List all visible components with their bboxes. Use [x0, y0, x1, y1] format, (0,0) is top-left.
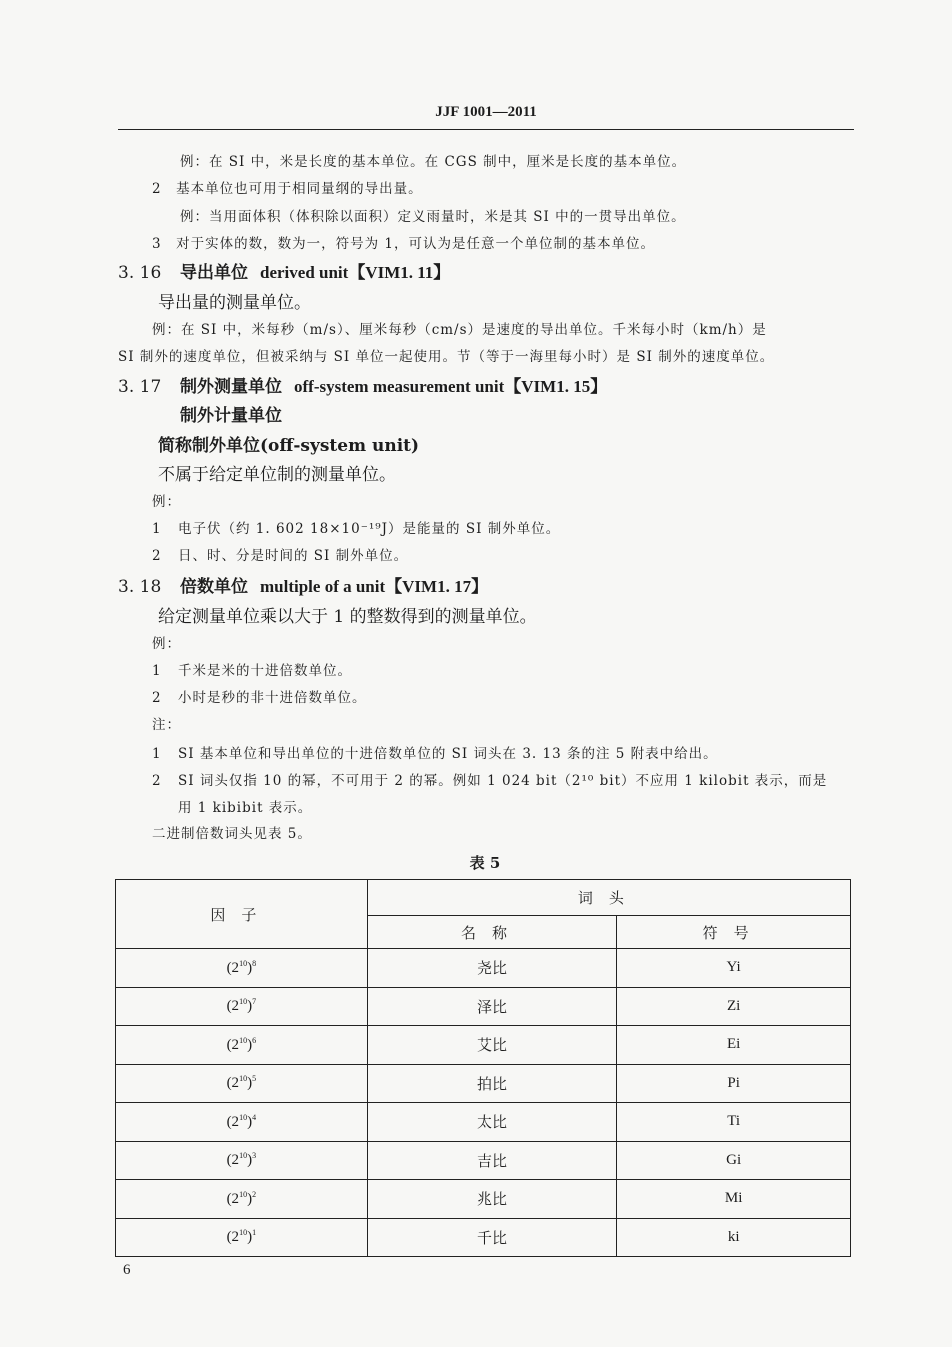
section-3-18-note-1: [152, 742, 718, 762]
prefix-symbol-cell: Pi: [617, 1064, 851, 1103]
factor-cell: [116, 1064, 368, 1103]
factor-base: (2: [226, 1036, 240, 1053]
section-ref: 【VIM1. 11】: [348, 263, 451, 282]
header-rule: [118, 129, 854, 130]
section-3-18-heading: [118, 572, 488, 597]
section-3-17-item-1: [152, 517, 560, 537]
factor-exponent: 5: [252, 1074, 257, 1084]
item-text: 电子伏（约 1. 602 18×10⁻¹⁹J）是能量的 SI 制外单位。: [178, 521, 561, 537]
header-prefix: 词头: [367, 880, 850, 916]
prefix-symbol-cell: Mi: [617, 1180, 851, 1219]
section-3-17-short-name: 简称制外单位(off-system unit): [158, 436, 420, 456]
factor-exponent: 2: [252, 1189, 257, 1199]
top-line-3: 例：当用面体积（体积除以面积）定义雨量时，米是其 SI 中的一贯导出单位。: [180, 209, 686, 225]
section-title-en: derived unit: [260, 263, 349, 282]
prefix-name-cell: 兆比: [367, 1180, 617, 1219]
top-line-1: 例：在 SI 中，米是长度的基本单位。在 CGS 制中，厘米是长度的基本单位。: [180, 154, 687, 170]
factor-exponent: 7: [252, 997, 257, 1007]
factor-base-exponent: 10: [239, 997, 248, 1007]
prefix-name-cell: 拍比: [367, 1064, 617, 1103]
header-factor: 因子: [116, 880, 368, 949]
item-number: 1: [152, 746, 162, 762]
item-text: SI 词头仅指 10 的幂，不可用于 2 的幂。例如 1 024 bit（2¹⁰ bit）不应用 1 kilobit 表示，而是: [178, 773, 828, 789]
factor-base: (2: [226, 1075, 240, 1092]
section-3-18-example-1: [152, 659, 352, 679]
section-3-18-definition: 给定测量单位乘以大于 1 的整数得到的测量单位。: [158, 607, 537, 627]
table-row: [116, 1180, 851, 1219]
factor-base-exponent: 10: [239, 958, 248, 968]
factor-base: (2: [226, 959, 240, 976]
section-3-18-note-2: [152, 769, 827, 789]
prefix-name-cell: 尧比: [367, 949, 617, 988]
factor-base-exponent: 10: [239, 1035, 248, 1045]
factor-close: ): [247, 959, 253, 976]
factor-exponent: 6: [252, 1035, 257, 1045]
header-symbol: 符号: [617, 916, 851, 949]
section-3-18-note-2-cont: 用 1 kibibit 表示。: [178, 800, 313, 816]
factor-close: ): [247, 998, 253, 1015]
table-row: [116, 987, 851, 1026]
factor-base-exponent: 10: [239, 1112, 248, 1122]
item-text: 小时是秒的非十进倍数单位。: [178, 690, 367, 706]
table-row: [116, 1218, 851, 1257]
table-row: [116, 949, 851, 988]
factor-exponent: 8: [252, 958, 257, 968]
section-title-cn: 导出单位: [180, 263, 248, 283]
prefix-name-cell: 太比: [367, 1103, 617, 1142]
section-3-17-item-2: [152, 544, 408, 564]
prefix-symbol-cell: Gi: [617, 1141, 851, 1180]
item-text: 千米是米的十进倍数单位。: [178, 663, 352, 679]
factor-base: (2: [226, 1190, 240, 1207]
factor-exponent: 1: [252, 1228, 257, 1238]
section-number: 3. 17: [118, 377, 162, 397]
factor-base: (2: [226, 1113, 240, 1130]
factor-cell: [116, 949, 368, 988]
section-ref: 【VIM1. 17】: [385, 577, 489, 596]
section-title-cn: 倍数单位: [180, 577, 248, 597]
prefix-name-cell: 吉比: [367, 1141, 617, 1180]
item-number: 2: [152, 548, 162, 564]
prefix-symbol-cell: Ti: [617, 1103, 851, 1142]
section-3-16-example-2: SI 制外的速度单位，但被采纳与 SI 单位一起使用。节（等于一海里每小时）是 SI 制外的速度单位。: [118, 349, 775, 365]
binary-prefix-table: [115, 879, 851, 1257]
section-3-17-heading: [118, 372, 607, 397]
section-3-18-note-label: 注：: [152, 717, 181, 733]
section-3-16-example-1: 例：在 SI 中，米每秒（m/s）、厘米每秒（cm/s）是速度的导出单位。千米每小时（km/h）是: [152, 322, 767, 338]
page-header: JJF 1001—2011: [435, 104, 537, 120]
factor-base: (2: [226, 998, 240, 1015]
factor-cell: [116, 1180, 368, 1219]
table-row: [116, 1026, 851, 1065]
table-row: [116, 1064, 851, 1103]
prefix-symbol-cell: Ei: [617, 1026, 851, 1065]
prefix-symbol-cell: Zi: [617, 987, 851, 1026]
factor-base: (2: [226, 1152, 240, 1169]
section-3-17-definition: 不属于给定单位制的测量单位。: [158, 465, 396, 485]
page-number: 6: [123, 1262, 131, 1278]
factor-close: ): [247, 1190, 253, 1207]
factor-base-exponent: 10: [239, 1151, 248, 1161]
factor-close: ): [247, 1152, 253, 1169]
header-name: 名称: [367, 916, 617, 949]
prefix-symbol-cell: Yi: [617, 949, 851, 988]
factor-base-exponent: 10: [239, 1074, 248, 1084]
section-3-16-heading: [118, 258, 450, 283]
top-line-4: 3 对于实体的数，数为一，符号为 1，可认为是任意一个单位制的基本单位。: [152, 236, 655, 252]
item-text: SI 基本单位和导出单位的十进倍数单位的 SI 词头在 3. 13 条的注 5 附表中给出。: [178, 746, 718, 762]
section-title-cn: 制外测量单位: [180, 377, 282, 397]
factor-base-exponent: 10: [239, 1189, 248, 1199]
section-number: 3. 16: [118, 263, 162, 283]
section-3-16-definition: 导出量的测量单位。: [158, 293, 311, 313]
section-title-en: multiple of a unit: [260, 577, 386, 596]
factor-exponent: 3: [252, 1151, 257, 1161]
prefix-symbol-cell: ki: [617, 1218, 851, 1257]
factor-close: ): [247, 1113, 253, 1130]
section-3-17-alt-term: 制外计量单位: [180, 406, 282, 426]
section-number: 3. 18: [118, 577, 162, 597]
factor-cell: [116, 1218, 368, 1257]
factor-cell: [116, 1103, 368, 1142]
factor-exponent: 4: [252, 1112, 257, 1122]
factor-base-exponent: 10: [239, 1228, 248, 1238]
top-line-2: 2 基本单位也可用于相同量纲的导出量。: [152, 181, 423, 197]
table-row: [116, 1141, 851, 1180]
table-row: [116, 1103, 851, 1142]
factor-close: ): [247, 1075, 253, 1092]
factor-cell: [116, 987, 368, 1026]
factor-cell: [116, 1026, 368, 1065]
factor-base: (2: [226, 1229, 240, 1246]
section-3-18-example-2: [152, 686, 367, 706]
section-3-18-example-label: 例：: [152, 636, 181, 652]
item-number: 1: [152, 663, 162, 679]
factor-close: ): [247, 1229, 253, 1246]
section-ref: 【VIM1. 15】: [504, 377, 608, 396]
prefix-name-cell: 泽比: [367, 987, 617, 1026]
section-title-en: off-system measurement unit: [294, 377, 505, 396]
factor-close: ): [247, 1036, 253, 1053]
item-text: 日、时、分是时间的 SI 制外单位。: [178, 548, 409, 564]
table-header-row: [116, 880, 851, 916]
item-number: 2: [152, 690, 162, 706]
factor-cell: [116, 1141, 368, 1180]
prefix-name-cell: 千比: [367, 1218, 617, 1257]
item-number: 2: [152, 773, 162, 789]
item-number: 1: [152, 521, 162, 537]
table-caption: 表 5: [469, 854, 501, 872]
section-3-18-binary-ref: 二进制倍数词头见表 5。: [152, 826, 312, 842]
prefix-name-cell: 艾比: [367, 1026, 617, 1065]
section-3-17-example-label: 例：: [152, 494, 181, 510]
